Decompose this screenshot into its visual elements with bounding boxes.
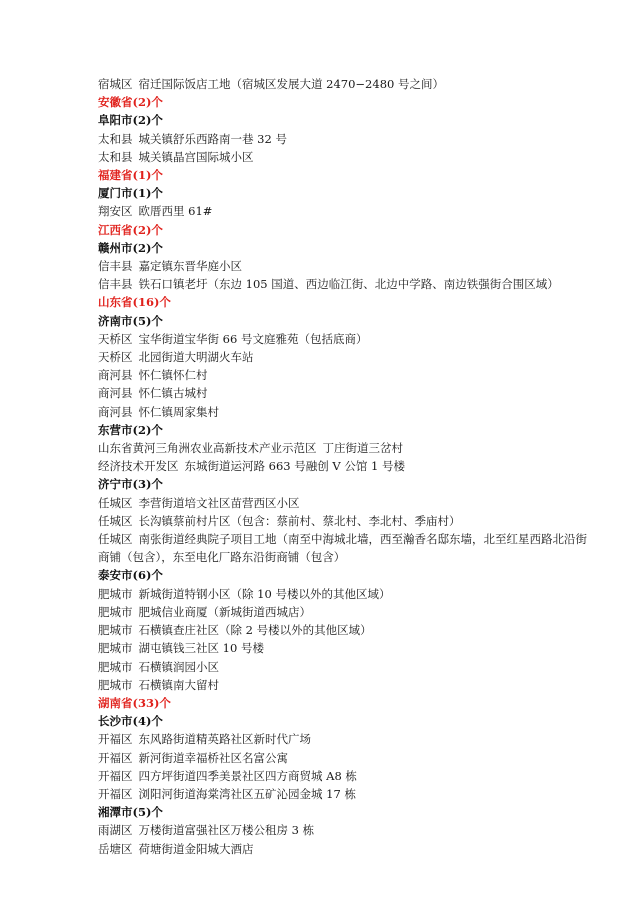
district-name: 商河县 [98, 404, 133, 419]
district-name: 肥城市 [98, 641, 133, 656]
location-item [98, 767, 588, 785]
district-name: 任城区 [98, 495, 133, 510]
location-address: 肥城信业商厦（新城街道西城店） [138, 604, 311, 619]
city-heading: 泰安市(6)个 [98, 568, 163, 583]
location-item [98, 439, 588, 457]
location-item [98, 639, 588, 657]
location-item [98, 348, 588, 366]
district-name: 岳塘区 [98, 841, 133, 856]
district-name: 肥城市 [98, 677, 133, 692]
district-name: 开福区 [98, 768, 133, 783]
location-item [98, 403, 588, 421]
location-item [98, 785, 588, 803]
district-name: 商河县 [98, 368, 133, 383]
location-address: 万楼街道富强社区万楼公租房 3 栋 [138, 823, 315, 838]
location-address: 湖屯镇钱三社区 10 号楼 [138, 641, 264, 656]
district-name: 肥城市 [98, 659, 133, 674]
location-address: 东风路街道精英路社区新时代广场 [138, 732, 311, 747]
location-item [98, 75, 588, 93]
location-address: 南张街道经典院子项目工地（南至中海城北墙，西至瀚香名邸东墙，北至红星西路北沿街商铺（包含），东至电化厂路东沿街商铺（包含） [98, 532, 587, 565]
location-address: 宝华街道宝华街 66 号文庭雅苑（包括底商） [138, 331, 368, 346]
document-page [98, 75, 588, 858]
district-name: 任城区 [98, 532, 133, 547]
location-item [98, 366, 588, 384]
location-address: 石横镇润园小区 [138, 659, 219, 674]
location-item [98, 457, 588, 475]
city-heading: 济南市(5)个 [98, 313, 163, 328]
location-address: 长沟镇蔡前村片区（包含：蔡前村、蔡北村、李北村、季庙村） [138, 513, 461, 528]
location-item [98, 676, 588, 694]
district-name: 宿城区 [98, 77, 133, 91]
location-item [98, 384, 588, 402]
location-address: 城关镇晶宫国际城小区 [138, 149, 254, 164]
city-heading: 长沙市(4)个 [98, 714, 163, 729]
district-name: 雨湖区 [98, 823, 133, 838]
location-address: 石横镇南大留村 [138, 677, 219, 692]
city-heading: 济宁市(3)个 [98, 477, 163, 492]
location-address: 石横镇查庄社区（除 2 号楼以外的其他区域） [138, 623, 372, 638]
location-address: 北园街道大明湖火车站 [138, 350, 254, 365]
location-item [98, 585, 588, 603]
district-name: 信丰县 [98, 259, 133, 274]
district-name: 经济技术开发区 [98, 459, 179, 474]
district-name: 天桥区 [98, 331, 133, 346]
province-heading: 安徽省(2)个 [98, 95, 163, 110]
district-name: 开福区 [98, 750, 133, 765]
location-address: 欧厝西里 61# [138, 204, 213, 219]
district-name: 太和县 [98, 149, 133, 164]
district-name: 商河县 [98, 386, 133, 401]
location-item [98, 840, 588, 858]
district-name: 太和县 [98, 131, 133, 146]
location-address: 宿迁国际饭店工地（宿城区发展大道 2470−2480 号之间） [138, 77, 444, 91]
district-name: 肥城市 [98, 604, 133, 619]
location-item [98, 658, 588, 676]
city-heading: 阜阳市(2)个 [98, 113, 163, 128]
location-item [98, 494, 588, 512]
district-name: 山东省黄河三角洲农业高新技术产业示范区 [98, 441, 317, 456]
location-item [98, 130, 588, 148]
location-address: 城关镇舒乐西路南一巷 32 号 [138, 131, 287, 146]
district-name: 开福区 [98, 732, 133, 747]
location-address: 四方坪街道四季美景社区四方商贸城 A8 栋 [138, 768, 357, 783]
district-name: 任城区 [98, 513, 133, 528]
location-address: 新河街道幸福桥社区名富公寓 [138, 750, 288, 765]
city-heading: 厦门市(1)个 [98, 186, 163, 201]
location-item [98, 749, 588, 767]
location-item [98, 257, 588, 275]
location-item [98, 821, 588, 839]
location-address: 怀仁镇古城村 [138, 386, 208, 401]
location-address: 浏阳河街道海棠湾社区五矿沁园金城 17 栋 [138, 786, 356, 801]
district-name: 翔安区 [98, 204, 133, 219]
location-item [98, 148, 588, 166]
district-name: 肥城市 [98, 586, 133, 601]
location-item [98, 603, 588, 621]
location-item [98, 730, 588, 748]
province-heading: 福建省(1)个 [98, 168, 163, 183]
location-address: 李营街道培文社区苗营西区小区 [138, 495, 300, 510]
city-heading: 东营市(2)个 [98, 422, 163, 437]
location-address: 荷塘街道金阳城大酒店 [138, 841, 254, 856]
location-item [98, 512, 588, 530]
location-address: 丁庄街道三岔村 [322, 441, 403, 456]
location-address: 怀仁镇周家集村 [138, 404, 219, 419]
location-item [98, 621, 588, 639]
district-name: 天桥区 [98, 350, 133, 365]
location-address: 东城街道运河路 663 号融创 V 公馆 1 号楼 [184, 459, 406, 474]
province-heading: 湖南省(33)个 [98, 695, 171, 710]
location-item [98, 530, 588, 566]
location-item [98, 330, 588, 348]
location-address: 嘉定镇东晋华庭小区 [138, 259, 242, 274]
district-name: 信丰县 [98, 277, 133, 292]
city-heading: 湘潭市(5)个 [98, 805, 163, 820]
city-heading: 赣州市(2)个 [98, 240, 163, 255]
province-heading: 山东省(16)个 [98, 295, 171, 310]
location-item [98, 202, 588, 220]
province-heading: 江西省(2)个 [98, 222, 163, 237]
location-address: 铁石口镇老圩（东边 105 国道、西边临江街、北边中学路、南边铁强街合围区域） [138, 277, 559, 292]
location-address: 怀仁镇怀仁村 [138, 368, 208, 383]
location-item [98, 275, 588, 293]
district-name: 开福区 [98, 786, 133, 801]
district-name: 肥城市 [98, 623, 133, 638]
location-address: 新城街道特钢小区（除 10 号楼以外的其他区域） [138, 586, 391, 601]
